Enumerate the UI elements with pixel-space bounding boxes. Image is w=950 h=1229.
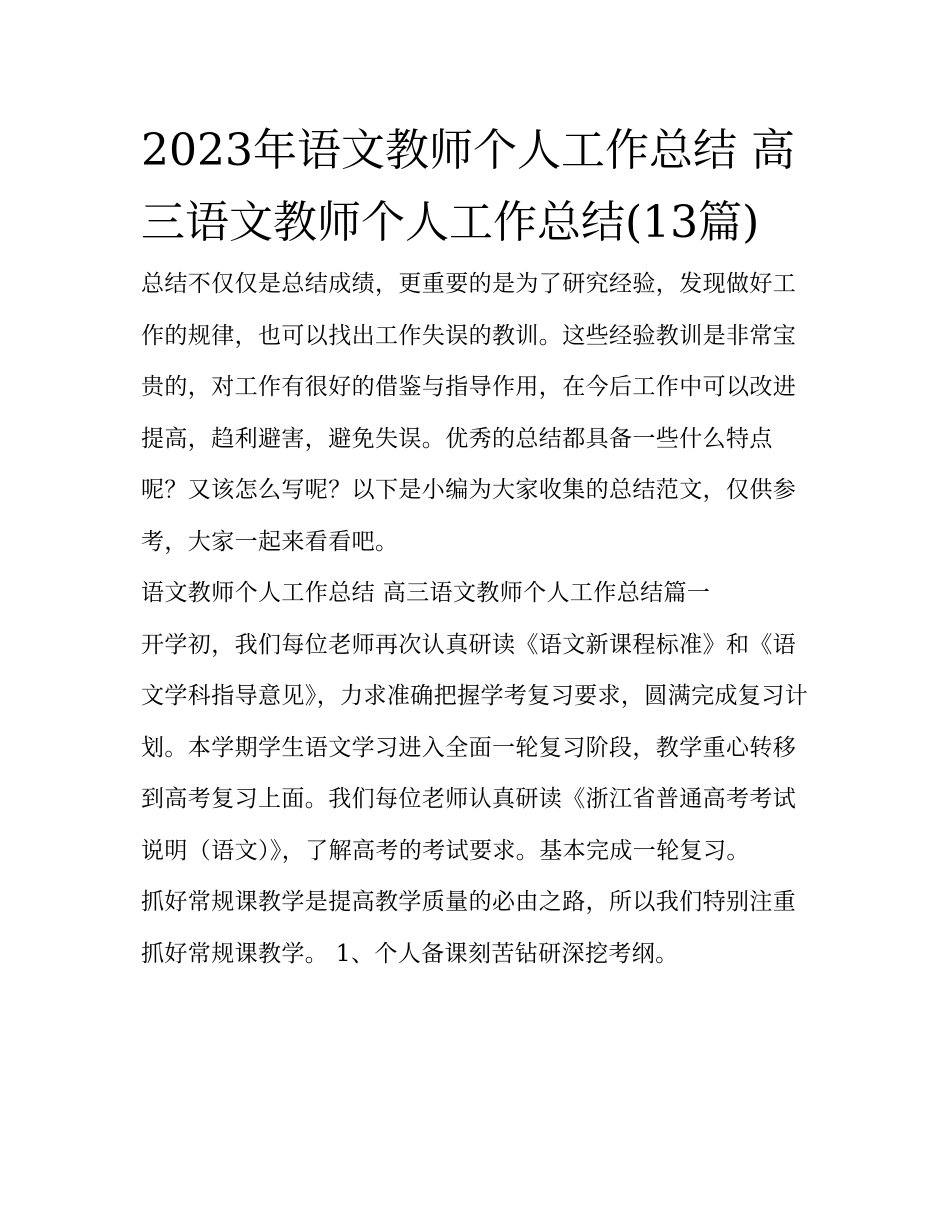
document-title: 2023年语文教师个人工作总结 高三语文教师个人工作总结(13篇) bbox=[141, 125, 795, 248]
body-paragraph-2: 抓好常规课教学是提高教学质量的必由之路，所以我们特别注重抓好常规课教学。 1、个人备课刻苦钻研深挖考纲。 bbox=[141, 889, 797, 967]
section-heading: 语文教师个人工作总结 高三语文教师个人工作总结篇一 bbox=[141, 580, 711, 606]
body-paragraph-1: 开学初，我们每位老师再次认真研读《语文新课程标准》和《语文学科指导意见》，力求准确把握学考复习要求，圆满完成复习计划。本学期学生语文学习进入全面一轮复习阶段，教学重心转移到高考复习上面。我们每位老师认真研读《浙江省普通高考考试说明（语文）》，了解高考的考试要求。基本完成一轮复习。 bbox=[141, 631, 809, 864]
document-page bbox=[141, 115, 813, 980]
intro-paragraph: 总结不仅仅是总结成绩，更重要的是为了研究经验，发现做好工作的规律，也可以找出工作失误的教训。这些经验教训是非常宝贵的，对工作有很好的借鉴与指导作用，在今后工作中可以改进提高，趋利避害，避免失误。优秀的总结都具备一些什么特点呢？又该怎么写呢？以下是小编为大家收集的总结范文，仅供参考，大家一起来看看吧。 bbox=[141, 271, 797, 555]
